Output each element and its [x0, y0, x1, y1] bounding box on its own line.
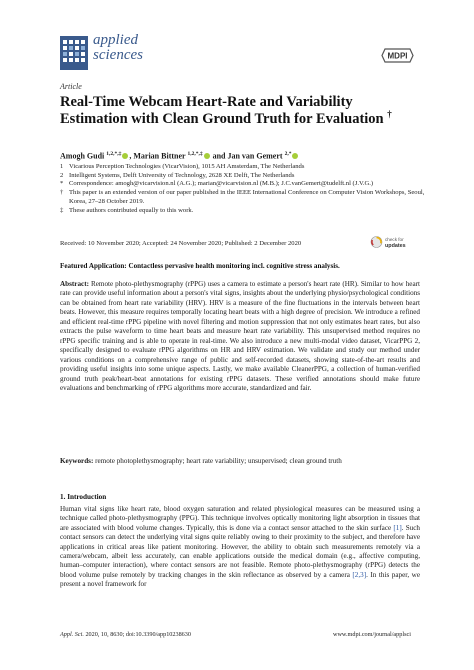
author-name: Marian Bittner: [133, 151, 186, 161]
check-for-updates-button[interactable]: [370, 235, 420, 249]
journal-logo-icon: [60, 36, 88, 70]
affiliation-item: [60, 163, 430, 172]
keywords-text: remote photoplethysmography; heart rate variability; unsupervised; clean ground truth: [95, 457, 342, 465]
publication-dates: Received: 10 November 2020; Accepted: 24 November 2020; Published: 2 December 2020: [60, 240, 302, 247]
author-affiliation-marks: 1,2,*,‡: [187, 151, 203, 157]
journal-name: [93, 33, 243, 63]
title-footnote-mark: †: [387, 108, 392, 119]
author-separator: and: [212, 151, 226, 161]
affiliation-mark: 1: [60, 163, 64, 170]
footer-journal-url[interactable]: www.mdpi.com/journal/applsci: [333, 631, 411, 638]
author-name: Jan van Gemert: [227, 151, 283, 161]
author-separator: ,: [129, 151, 132, 161]
article-type: Article: [60, 82, 82, 91]
footer-volume-doi: 2020, 10, 8630; doi:10.3390/app10238630: [85, 631, 191, 638]
section-heading-introduction: 1. Introduction: [60, 493, 107, 501]
orcid-icon[interactable]: [292, 153, 298, 159]
equal-contribution-text: These authors contributed equally to this work.: [69, 206, 194, 214]
paper-title-text: Real-Time Webcam Heart-Rate and Variability Estimation with Clean Ground Truth for Evaluation: [60, 94, 384, 127]
affiliation-mark: *: [60, 180, 64, 188]
orcid-icon[interactable]: [204, 153, 210, 159]
featured-application: Featured Application: Contactless pervasive health monitoring incl. cognitive stress analysis.: [60, 262, 340, 270]
affiliation-list: [60, 163, 430, 215]
journal-name-line2: sciences: [93, 47, 143, 63]
abstract-text: Remote photo-plethysmography (rPPG) uses a camera to estimate a person's heart rate (HR). Similar to how heart rate can provide useful information about a person's vital signs, insights about the underlying physio/psychological conditions can be obtained from heart rate variability (HRV). HRV is a measure of the fine fluctuations in the intervals between heart beats. However, this measure requires temporally locating heart beats with a high degree of precision. We introduce a refined and efficient real-time rPPG pipeline with novel filtering and motion suppression that not only estimates heart rates, but also extracts the pulse waveform to time heart beats and measure heart rate variability. This unsupervised method requires no rPPG specific training and is able to operate in real-time. We also introduce a new multi-modal video dataset, VicarPPG 2, specifically designed to evaluate rPPG algorithms on HR and HRV estimation. We validate and study our method under various conditions on a comprehensive range of public and self-recorded datasets, showing state-of-the-art results and providing useful insights into some unique aspects. Lastly, we make available CleanerPPG, a collection of human-verified ground truth peak/heart-beat annotations for existing rPPG datasets. These verified annotations should make future evaluations and benchmarking of rPPG algorithms more accurate, standardized and fair.: [60, 280, 420, 392]
keywords: [60, 457, 420, 465]
intro-text-part: . Such contact sensors can detect the underlying vital signs quite reliably owing to their proximity to the subject, and therefore have applications in critical areas like patient monitoring. However, the ability to obtain such measurements remotely via a camera/webcam, albeit less accurately, can enable applications outside the medical domain (e.g., affective computing, human–computer interaction), where contact sensors are not feasible. Remote photo-plethysmography (rPPG) detects the blood volume pulse remotely by tracking changes in the skin reflectance as observed by a camera: [60, 523, 420, 579]
author-affiliation-marks: 2,*: [284, 151, 292, 157]
correspondence-item: [60, 180, 430, 189]
extended-version-text: This paper is an extended version of our paper published in the IEEE International Conference on Computer Vision Workshops, Seoul, Korea, 27–28 October 2019.: [69, 189, 425, 205]
intro-text-part: . In this paper, we present a novel framework for: [60, 570, 420, 589]
affiliation-mark: ‡: [60, 206, 64, 214]
journal-name-line1: applied: [93, 32, 138, 48]
abstract-label: Abstract:: [60, 280, 89, 288]
citation-link[interactable]: [2,3]: [352, 570, 367, 579]
abstract: [60, 280, 420, 393]
author-list: [60, 151, 420, 161]
paper-title: [60, 94, 420, 127]
author-affiliation-marks: 1,2,*,‡: [106, 151, 122, 157]
intro-text-part: Human vital signs like heart rate, blood oxygen saturation and related physiological measures can be measured using a technique called photo-plethysmography (PPG). This technique involves optically monitoring light absorption in tissues that are associated with blood volume changes. Typically, this is done via a contact sensor attached to the skin surface: [60, 505, 420, 532]
affiliation-text: Vicarious Perception Technologies (VicarVision), 1015 AH Amsterdam, The Netherlands: [69, 163, 305, 170]
equal-contribution-note: [60, 207, 430, 216]
affiliation-item: [60, 172, 430, 181]
orcid-icon[interactable]: [122, 153, 128, 159]
correspondence-text: Correspondence: amogh@vicarvision.nl (A.G.); marian@vicarvision.nl (M.B.); J.C.vanGemert@tudelft.nl (J.V.G.): [69, 180, 374, 188]
affiliation-mark: 2: [60, 171, 64, 179]
citation-link[interactable]: [1]: [393, 523, 402, 532]
extended-version-note: [60, 189, 430, 206]
author-name: Amogh Gudi: [60, 151, 105, 161]
affiliation-mark: †: [60, 189, 64, 197]
mdpi-logo-icon: [381, 48, 414, 63]
affiliation-text: Intelligent Systems, Delft University of Technology, 2628 XE Delft, The Netherlands: [69, 171, 295, 179]
publisher-name: MDPI: [387, 51, 408, 61]
footer-citation: [60, 631, 191, 638]
footer-journal: Appl. Sci.: [60, 631, 84, 638]
keywords-label: Keywords:: [60, 457, 94, 465]
introduction-paragraph: [60, 505, 420, 590]
check-updates-line2: updates: [385, 243, 406, 249]
check-updates-line1: check for: [385, 237, 404, 242]
